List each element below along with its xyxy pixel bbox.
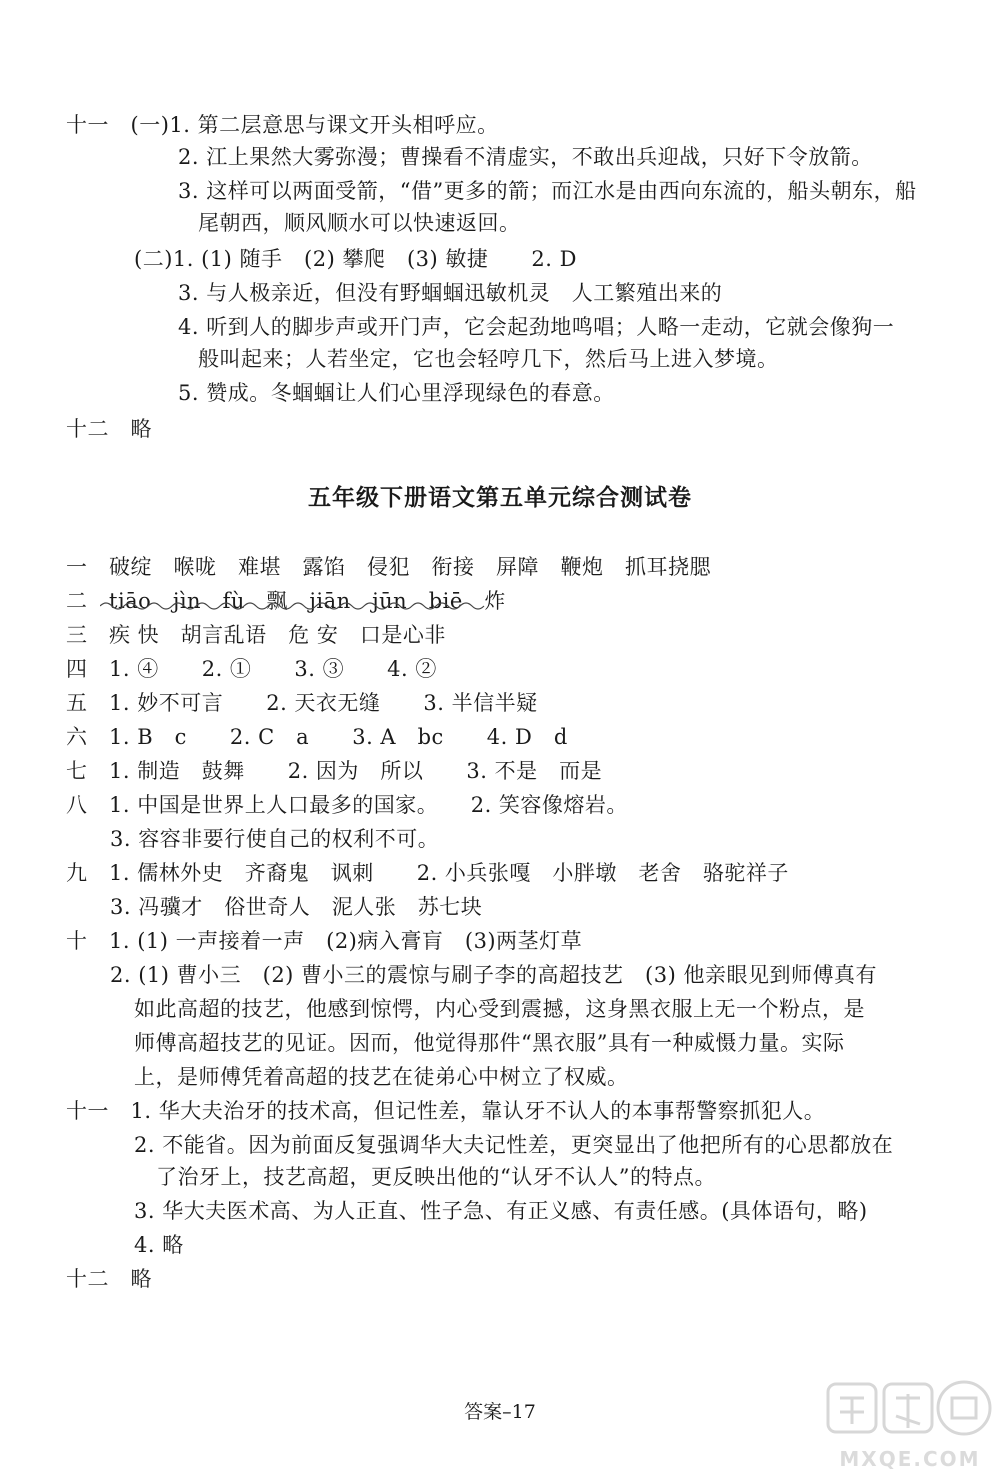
answer-line: 师傅高超技艺的见证。因而，他觉得那件“黑衣服”具有一种威慑力量。实际 — [134, 1031, 845, 1055]
page-number: 答案–17 — [464, 1401, 536, 1423]
answer-line: 5. 赞成。冬蝈蝈让人们心里浮现绿色的春意。 — [178, 381, 615, 405]
wavy-underline-icon — [100, 598, 490, 614]
answer-line: 4. 略 — [134, 1233, 184, 1257]
answer-line: 八 1. 中国是世界上人口最多的国家。 2. 笑容像熔岩。 — [66, 793, 628, 817]
answer-line: 3. 华大夫医术高、为人正直、性子急、有正义感、有责任感。(具体语句，略) — [134, 1199, 868, 1223]
answer-line: 十二 略 — [66, 417, 152, 441]
answer-line: 上，是师傅凭着高超的技艺在徒弟心中树立了权威。 — [134, 1065, 629, 1089]
answer-line: 般叫起来；人若坐定，它也会轻哼几下，然后马上进入梦境。 — [198, 347, 779, 371]
answer-line: 一 破绽 喉咙 难堪 露馅 侵犯 衔接 屏障 鞭炮 抓耳挠腮 — [66, 555, 711, 579]
answer-line: 3. 与人极亲近，但没有野蝈蝈迅敏机灵 人工繁殖出来的 — [178, 281, 723, 305]
answer-line: 3. 冯骥才 俗世奇人 泥人张 苏七块 — [110, 895, 483, 919]
answer-line: 十一 (一)1. 第二层意思与课文开头相呼应。 — [66, 113, 499, 137]
svg-text:MXQE.COM: MXQE.COM — [839, 1447, 981, 1471]
answer-line: 2. (1) 曹小三 (2) 曹小三的震惊与刷子李的高超技艺 (3) 他亲眼见到师傅真有 — [110, 963, 877, 987]
answer-line: 五 1. 妙不可言 2. 天衣无缝 3. 半信半疑 — [66, 691, 538, 715]
answer-line: 3. 这样可以两面受箭，“借”更多的箭；而江水是由西向东流的，船头朝东，船 — [178, 179, 917, 203]
answer-line: 四 1. ④ 2. ① 3. ③ 4. ② — [66, 657, 437, 681]
page-title: 五年级下册语文第五单元综合测试卷 — [308, 485, 692, 511]
answer-line: 尾朝西，顺风顺水可以快速返回。 — [198, 211, 521, 235]
answer-line: 七 1. 制造 鼓舞 2. 因为 所以 3. 不是 而是 — [66, 759, 603, 783]
answer-line: 3. 容容非要行使自己的权利不可。 — [110, 827, 440, 851]
answer-line: 如此高超的技艺，他感到惊愕，内心受到震撼，这身黑衣服上无一个粉点，是 — [134, 997, 865, 1021]
answer-line: 了治牙上，技艺高超，更反映出他的“认牙不认人”的特点。 — [156, 1165, 716, 1189]
watermark-logo-icon — [822, 1376, 998, 1476]
answer-line: 十 1. (1) 一声接着一声 (2)病入膏肓 (3)两茎灯草 — [66, 929, 583, 953]
answer-line: 2. 不能省。因为前面反复强调华大夫记性差，更突显出了他把所有的心思都放在 — [134, 1133, 894, 1157]
answer-line: 2. 江上果然大雾弥漫；曹操看不清虚实，不敢出兵迎战，只好下令放箭。 — [178, 145, 873, 169]
answer-line: 三 疾 快 胡言乱语 危 安 口是心非 — [66, 623, 446, 647]
answer-line: 六 1. B c 2. C a 3. A bc 4. D d — [66, 725, 568, 749]
answer-line: 九 1. 儒林外史 齐裔鬼 讽刺 2. 小兵张嘎 小胖墩 老舍 骆驼祥子 — [66, 861, 789, 885]
answer-line: 4. 听到人的脚步声或开门声，它会起劲地鸣唱；人略一走动，它就会像狗一 — [178, 315, 895, 339]
answer-line: 十一 1. 华大夫治牙的技术高，但记性差，靠认牙不认人的本事帮警察抓犯人。 — [66, 1099, 826, 1123]
answer-line: (二)1. (1) 随手 (2) 攀爬 (3) 敏捷 2. D — [134, 247, 577, 271]
answer-line: 二 tiāo jìn fù 飘 jiān jūn biē 炸 — [66, 589, 506, 613]
answer-line: 十二 略 — [66, 1267, 152, 1291]
